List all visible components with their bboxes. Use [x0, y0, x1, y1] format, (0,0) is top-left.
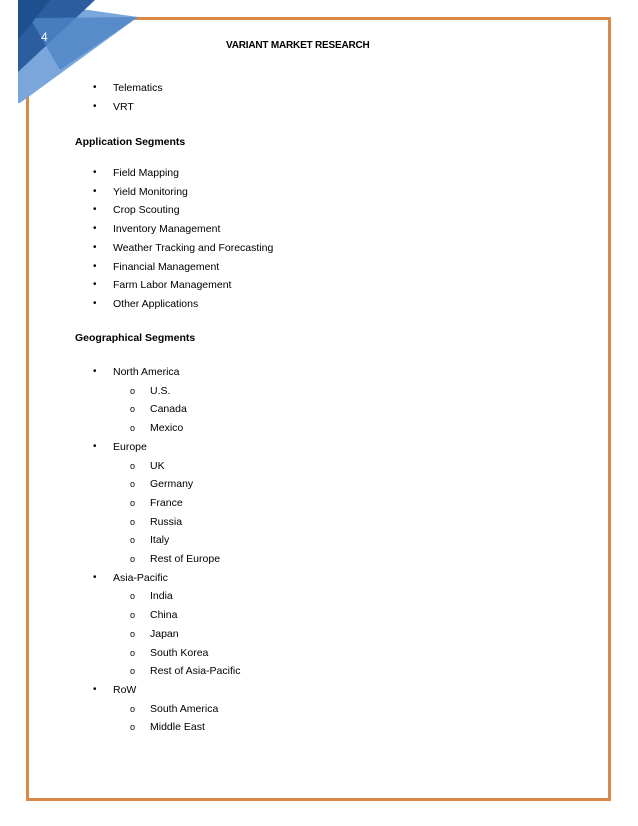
sub-list-item: Rest of Europe — [150, 553, 221, 565]
bullet-icon: • — [93, 185, 97, 197]
bullet-icon: • — [93, 101, 97, 112]
section-heading-application: Application Segments — [75, 136, 186, 148]
list-item: Financial Management — [113, 260, 220, 273]
bullet-icon: • — [93, 683, 97, 695]
sub-list-item: Japan — [150, 627, 179, 640]
bullet-icon: • — [93, 571, 97, 583]
list-item: Telematics — [113, 82, 163, 94]
sub-bullet-icon: o — [130, 610, 136, 621]
list-item: Asia-Pacific — [113, 571, 168, 584]
sub-bullet-icon: o — [130, 497, 136, 508]
sub-bullet-icon: o — [130, 423, 136, 434]
list-item: Crop Scouting — [113, 204, 180, 217]
sub-list-item: Italy — [150, 534, 170, 547]
sub-list-item: China — [150, 609, 178, 622]
list-item: Other Applications — [113, 297, 199, 310]
sub-list-item: India — [150, 590, 173, 603]
bullet-icon: • — [93, 260, 97, 272]
sub-list-item: South Korea — [150, 646, 209, 659]
sub-list-item: U.S. — [150, 384, 171, 397]
list-item: Europe — [113, 440, 147, 453]
sub-list-item: Germany — [150, 478, 194, 491]
bullet-icon: • — [93, 241, 97, 253]
list-item: Weather Tracking and Forecasting — [113, 241, 274, 254]
sub-bullet-icon: o — [130, 554, 136, 564]
list-item: North America — [113, 366, 180, 378]
bullet-icon: • — [93, 366, 97, 377]
sub-bullet-icon: o — [130, 591, 136, 602]
header-title: VARIANT MARKET RESEARCH — [226, 40, 370, 51]
sub-list-item: Rest of Asia-Pacific — [150, 665, 241, 678]
list-item: RoW — [113, 683, 137, 696]
section-heading-geography: Geographical Segments — [75, 332, 196, 344]
sub-list-item: Mexico — [150, 422, 184, 435]
sub-bullet-icon: o — [130, 516, 136, 527]
bullet-icon: • — [93, 82, 97, 93]
bullet-icon: • — [93, 279, 97, 291]
bullet-icon: • — [93, 223, 97, 235]
list-item: VRT — [113, 101, 134, 113]
sub-list-item: UK — [150, 459, 165, 472]
sub-bullet-icon: o — [130, 666, 136, 677]
sub-list-item: France — [150, 496, 183, 509]
sub-bullet-icon: o — [130, 404, 136, 415]
sub-bullet-icon: o — [130, 703, 136, 714]
sub-bullet-icon: o — [130, 479, 136, 490]
bullet-icon: • — [93, 204, 97, 216]
list-item: Farm Labor Management — [113, 279, 232, 292]
sub-bullet-icon: o — [130, 460, 136, 471]
list-item: Field Mapping — [113, 167, 179, 179]
sub-bullet-icon: o — [130, 647, 136, 658]
list-item: Inventory Management — [113, 223, 221, 236]
sub-bullet-icon: o — [130, 722, 136, 733]
sub-bullet-icon: o — [130, 535, 136, 546]
sub-list-item: Russia — [150, 515, 183, 528]
sub-list-item: Canada — [150, 403, 187, 416]
list-item: Yield Monitoring — [113, 185, 188, 198]
sub-list-item: South America — [150, 702, 219, 715]
bullet-icon: • — [93, 297, 97, 309]
bullet-icon: • — [93, 440, 97, 452]
page-number: 4 — [41, 30, 48, 44]
sub-list-item: Middle East — [150, 721, 205, 734]
bullet-icon: • — [93, 167, 97, 178]
sub-bullet-icon: o — [130, 385, 136, 396]
sub-bullet-icon: o — [130, 628, 136, 639]
